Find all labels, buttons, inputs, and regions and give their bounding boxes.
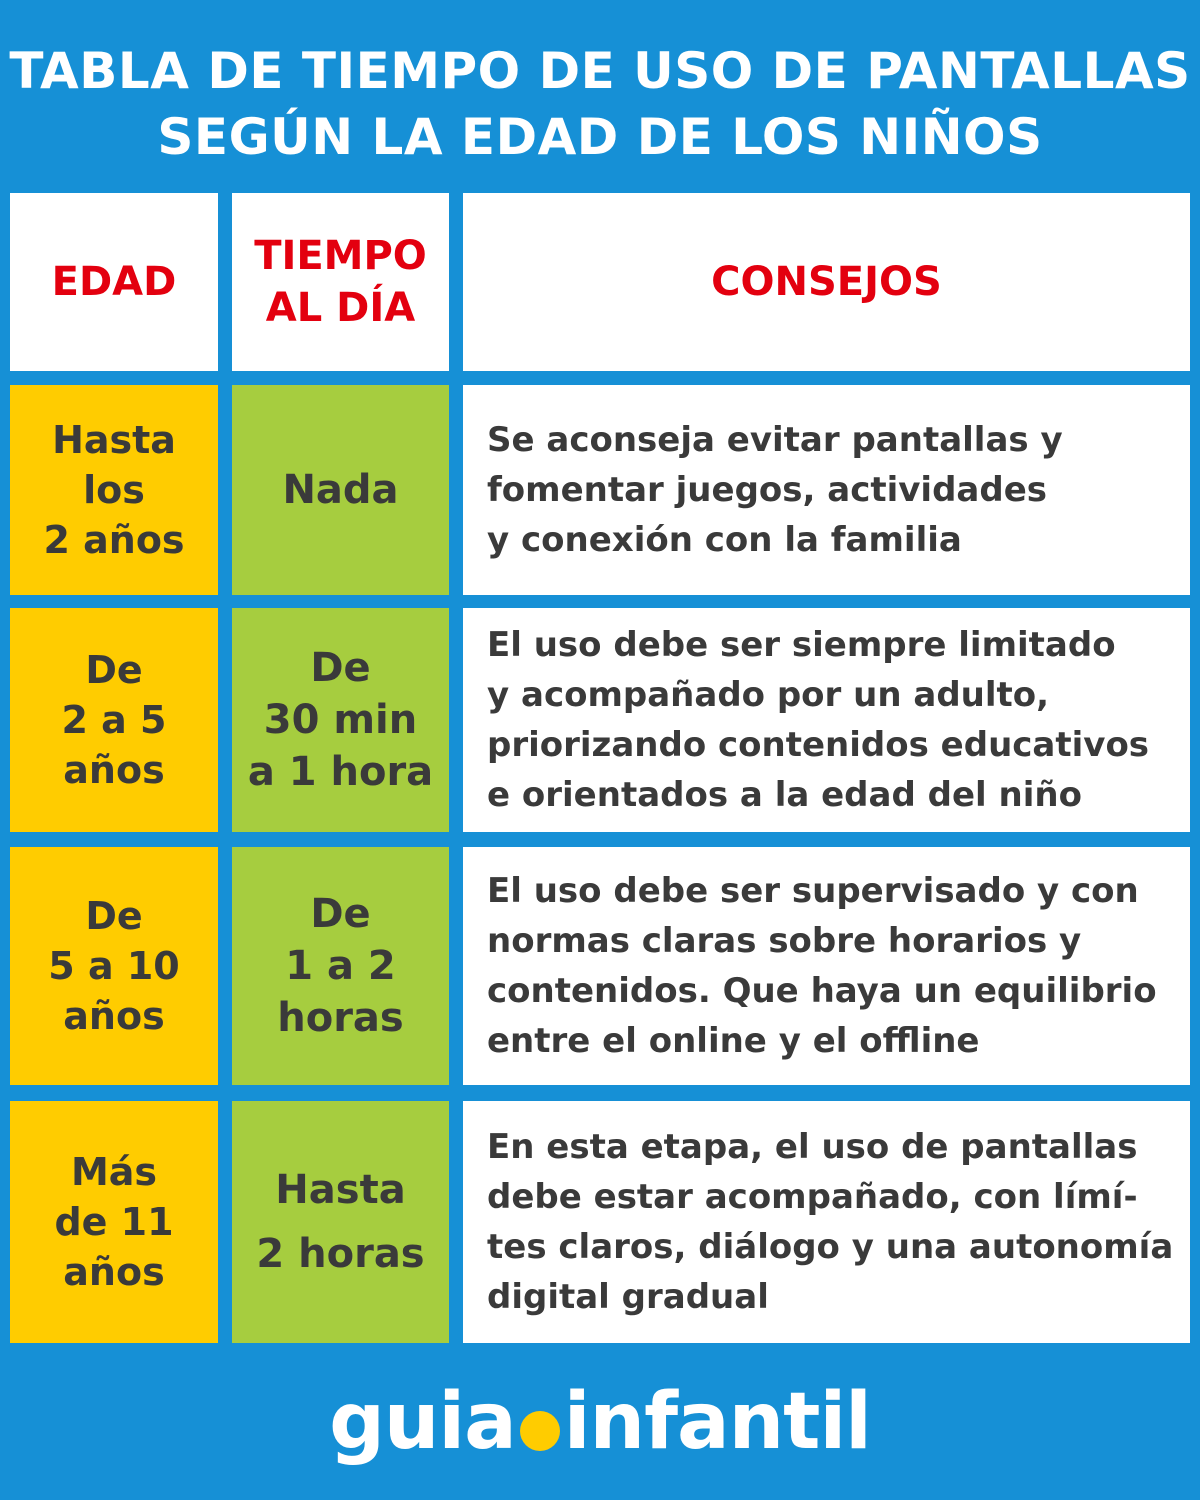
tip-line: El uso debe ser siempre limitado bbox=[487, 625, 1116, 665]
age-line: de 11 bbox=[54, 1200, 174, 1244]
tip-cell-row-4 bbox=[463, 1101, 1190, 1343]
age-line: años bbox=[63, 1250, 165, 1294]
tip-line: fomentar juegos, actividades bbox=[487, 470, 1047, 510]
time-cell-row-4 bbox=[232, 1101, 449, 1343]
age-cell-row-4 bbox=[10, 1101, 218, 1343]
header-tiempo-line-1: TIEMPO bbox=[254, 233, 427, 279]
tip-line: Se aconseja evitar pantallas y bbox=[487, 420, 1063, 460]
tip-cell-row-3 bbox=[463, 847, 1190, 1085]
age-line: 5 a 10 bbox=[48, 944, 180, 988]
age-cell-row-1 bbox=[10, 385, 218, 595]
header-consejos bbox=[463, 193, 1190, 371]
time-cell-row-2 bbox=[232, 608, 449, 832]
logo-text-guia: guia bbox=[329, 1377, 516, 1467]
tip-line: y conexión con la familia bbox=[487, 520, 962, 560]
age-line: los bbox=[83, 468, 145, 512]
tip-cell-row-2 bbox=[463, 608, 1190, 832]
time-line: a 1 hora bbox=[247, 749, 434, 795]
time-cell-row-3 bbox=[232, 847, 449, 1085]
tip-line: debe estar acompañado, con límí- bbox=[487, 1177, 1138, 1217]
age-cell-row-2 bbox=[10, 608, 218, 832]
tip-line: En esta etapa, el uso de pantallas bbox=[487, 1127, 1138, 1167]
header-tiempo-line-2: AL DÍA bbox=[265, 285, 416, 331]
age-line: De bbox=[85, 648, 143, 692]
title-line-2: SEGÚN LA EDAD DE LOS NIÑOS bbox=[157, 108, 1043, 166]
header-edad bbox=[10, 193, 218, 371]
tip-line: e orientados a la edad del niño bbox=[487, 775, 1082, 815]
tip-line: El uso debe ser supervisado y con bbox=[487, 871, 1139, 911]
tip-cell-row-1 bbox=[463, 385, 1190, 595]
tip-line: y acompañado por un adulto, bbox=[487, 675, 1050, 715]
header-consejos-label: CONSEJOS bbox=[711, 259, 942, 305]
age-line: Más bbox=[70, 1150, 158, 1194]
age-line: Hasta bbox=[52, 418, 176, 462]
time-line: De bbox=[310, 891, 371, 937]
time-line: 30 min bbox=[263, 697, 418, 743]
tip-line: priorizando contenidos educativos bbox=[487, 725, 1150, 765]
tip-line: digital gradual bbox=[487, 1277, 769, 1317]
guiainfantil-logo bbox=[0, 1372, 1200, 1472]
tip-line: tes claros, diálogo y una autonomía bbox=[487, 1227, 1174, 1267]
tip-line: contenidos. Que haya un equilibrio bbox=[487, 971, 1157, 1011]
logo-text-infantil: infantil bbox=[563, 1377, 871, 1467]
age-line: De bbox=[85, 894, 143, 938]
time-line: Nada bbox=[282, 467, 399, 513]
time-line: horas bbox=[277, 995, 404, 1041]
time-line: De bbox=[310, 645, 371, 691]
time-cell-row-1 bbox=[232, 385, 449, 595]
title-line-1: TABLA DE TIEMPO DE USO DE PANTALLAS bbox=[9, 42, 1191, 100]
tip-line: entre el online y el offline bbox=[487, 1021, 980, 1061]
tip-line: normas claras sobre horarios y bbox=[487, 921, 1082, 961]
age-line: años bbox=[63, 994, 165, 1038]
logo-dot-icon bbox=[520, 1411, 560, 1451]
age-line: 2 a 5 bbox=[61, 698, 167, 742]
header-edad-label: EDAD bbox=[51, 259, 177, 305]
age-line: 2 años bbox=[43, 518, 185, 562]
time-line: 1 a 2 bbox=[285, 943, 396, 989]
time-line: Hasta bbox=[275, 1167, 406, 1213]
age-line: años bbox=[63, 748, 165, 792]
page-title bbox=[0, 38, 1200, 170]
time-line: 2 horas bbox=[256, 1231, 425, 1277]
age-cell-row-3 bbox=[10, 847, 218, 1085]
header-tiempo bbox=[232, 193, 449, 371]
